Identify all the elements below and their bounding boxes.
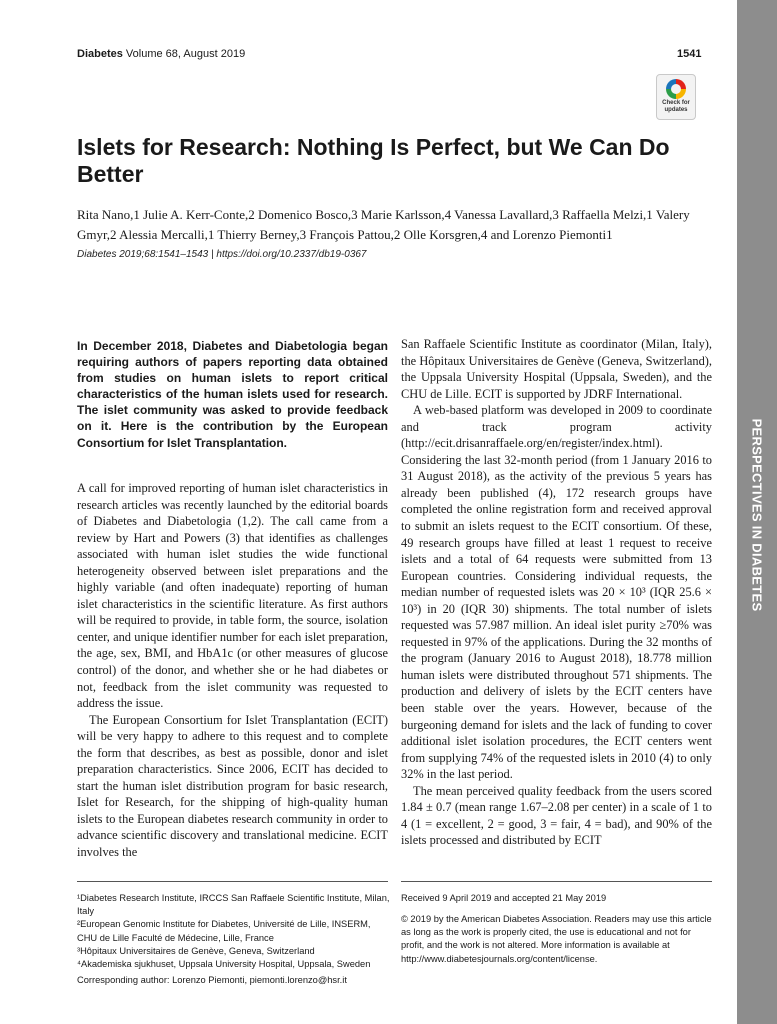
affiliation-item: ³Hôpitaux Universitaires de Genève, Geneva, Switzerland xyxy=(77,945,315,956)
page-number: 1541 xyxy=(677,48,702,60)
footer-divider xyxy=(401,881,712,882)
section-label: PERSPECTIVES IN DIABETES xyxy=(749,418,765,612)
affiliation-item: ²European Genomic Institute for Diabetes, Université de Lille, INSERM, CHU de Lille Faculté de Médecine, Lille, France xyxy=(77,919,371,943)
citation-doi[interactable]: Diabetes 2019;68:1541–1543 | https://doi.org/10.2337/db19-0367 xyxy=(77,249,367,260)
received-dates: Received 9 April 2019 and accepted 21 May 2019 xyxy=(401,893,607,903)
check-for-updates-badge[interactable] xyxy=(656,74,696,120)
running-head xyxy=(77,48,245,60)
affiliation-item: ⁴Akademiska sjukhuset, Uppsala University Hospital, Uppsala, Sweden xyxy=(77,959,371,970)
journal-name: Diabetes xyxy=(77,48,123,60)
corresponding-author: Corresponding author: Lorenzo Piemonti, piemonti.lorenzo@hsr.it xyxy=(77,975,347,986)
article-title: Islets for Research: Nothing Is Perfect, but We Can Do Better xyxy=(77,134,670,187)
badge-text-line2: updates xyxy=(664,106,688,113)
affiliation-item: ¹Diabetes Research Institute, IRCCS San Raffaele Scientific Institute, Milan, Italy xyxy=(77,893,390,917)
crossmark-icon xyxy=(666,79,686,99)
body-paragraph: A call for improved reporting of human islet characteristics in research articles was recently launched by the editorial boards of Diabetes and Diabetologia (1,2). The call came from a review by Hart and Powers (3) that identifies as challenges associated with human islet studies the wide functional heterogeneity observed between islet preparations and the highly variable (and often inadequate) reporting of human islet characteristics in the scientific literature. As first authors will be required to provide, in table form, the source, isolation center, and unique identifier number for each islet preparation, the age, sex, BMI, and HbA1c (or other measures of glucose control) of the donor, and whether she or he had diabetes or not, feedback from the islet community was requested to address the issue. xyxy=(77,481,388,711)
body-paragraph: The mean perceived quality feedback from the users scored 1.84 ± 0.7 (mean range 1.67–2.08 per center) in a scale of 1 to 4 (1 = excellent, 2 = good, 3 = fair, 4 = bad), and 90% of the islets processed and distributed by ECIT xyxy=(401,783,712,848)
body-paragraph: The European Consortium for Islet Transplantation (ECIT) will be very happy to adhere to this request and to complete the form that describes, as best as possible, donor and islet preparation characteristics. Since 2006, ECIT has decided to start the human islet distribution program for basic research, Islet for Research, for the shipping of high-quality human islets to the European diabetes research community in order to advance scientific discovery and translational medicine. ECIT involves the xyxy=(77,712,388,860)
badge-text-line1: Check for xyxy=(662,100,690,106)
footer-divider xyxy=(77,881,388,882)
body-paragraph: San Raffaele Scientific Institute as coordinator (Milan, Italy), the Hôpitaux Universitaires de Genève (Geneva, Switzerland), the Uppsala University Hospital (Uppsala, Sweden), and the CHU de Lille. ECIT is supported by JDRF International. xyxy=(401,337,712,401)
license-notice: © 2019 by the American Diabetes Association. Readers may use this article as long as the work is properly cited, the use is educational and not for profit, and the work is not altered. More information is available at http://www.diabetesjournals.org/content/license. xyxy=(401,914,712,964)
body-column-left xyxy=(77,480,388,861)
abstract: In December 2018, Diabetes and Diabetologia began requiring authors of papers reporting data obtained from studies on human islets to report critical characteristics of the human islets used for research. The islet community was asked to provide feedback on it. Here is the contribution by the European Consortium for Islet Transplantation. xyxy=(77,339,388,450)
affiliations xyxy=(77,892,392,987)
body-paragraph: A web-based platform was developed in 2009 to coordinate and track program activity (http://ecit.drisanraffaele.org/en/register/index.html). Considering the last 32-month period (from 1 January 2016 to 31 August 2018), as the activity of the previous 5 years has already been published (4), 172 research groups have completed the online registration form and received approval to submit an islets request to the ECIT consortium. Of these, 49 research groups have filled at least 1 request to receive islets and a total of 64 requests were submitted from 13 European countries. Considering individual requests, the median number of requested islets was 20 × 10³ (IQR 25.6 × 10³) in 20 (IQR 30) shipments. The total number of islets requested was 57.987 million. An ideal islet purity ≥70% was requested in 97% of the applications. During the 32 months of the program (January 2016 to August 2018), 18.778 million human islets were distributed throughout 571 shipments. The production and delivery of islets by the ECIT centers have been stable over the years. However, because of the burgeoning demand for islets and the lack of funding to cover additional islet isolation procedures, the ECIT centers went from supplying 74% of the requested islets in 2010 (4) to only 32% in the last period. xyxy=(401,403,712,782)
body-column-right xyxy=(401,336,712,849)
volume-date: Volume 68, August 2019 xyxy=(125,48,246,60)
author-list: Rita Nano,1 Julie A. Kerr-Conte,2 Domenico Bosco,3 Marie Karlsson,4 Vanessa Lavallard,3 Raffaella Melzi,1 Valery Gmyr,2 Alessia Mercalli,1 Thierry Berney,3 François Pattou,2 Olle Korsgren,4 and Lorenzo Piemonti1 xyxy=(77,207,690,242)
